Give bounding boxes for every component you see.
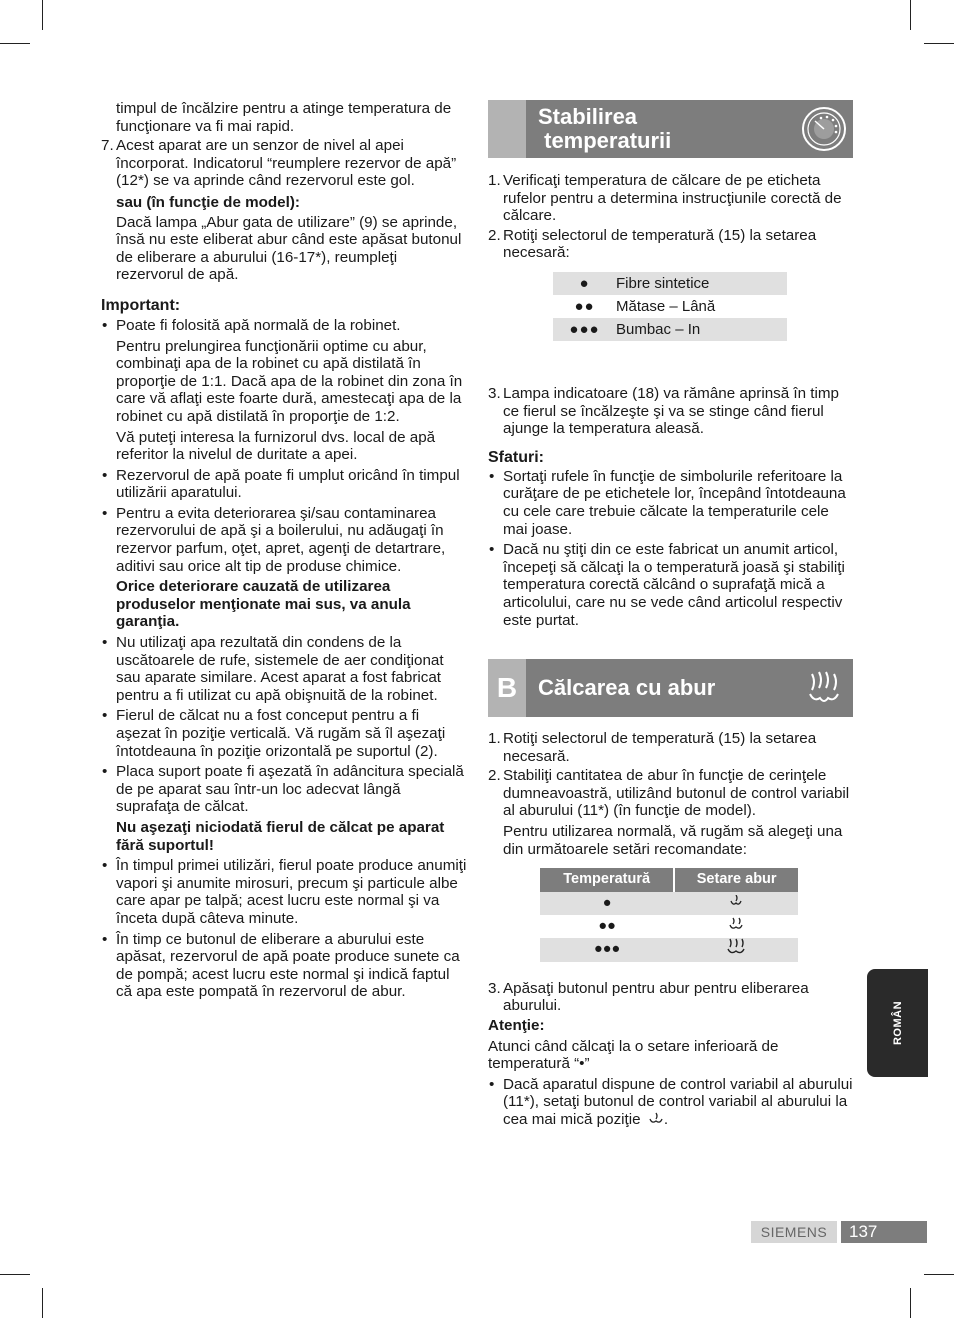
table-row bbox=[540, 915, 798, 938]
dots-cell: ●● bbox=[574, 297, 595, 315]
bold-note: sau (în funcţie de model): bbox=[116, 193, 300, 211]
item-text: Lampa indicatoare (18) va rămâne aprinsă în timp ce fierul se încălzeşte şi va se stinge când fierul ajunge la temperatura aleasă. bbox=[503, 384, 839, 438]
language-tab bbox=[867, 969, 928, 1077]
list-item bbox=[488, 730, 853, 765]
title-line: temperaturii bbox=[538, 128, 672, 153]
steam-high-icon bbox=[674, 938, 798, 962]
item-text: Pentru a evita deteriorarea şi/sau contaminarea rezervorului de apă şi a boilerului, nu adăugaţi în rezervor parfum, oţet, apret, agenţi de detartrare, aditivi sau orice alt tip de produse chimice. bbox=[116, 504, 446, 575]
list-item bbox=[101, 317, 467, 335]
language-label: ROMÂN bbox=[891, 1000, 904, 1046]
crop-mark bbox=[924, 1274, 954, 1275]
title-line: Stabilirea bbox=[538, 104, 638, 129]
table-row bbox=[540, 892, 798, 915]
section-tab bbox=[488, 100, 526, 158]
steam-icon bbox=[795, 659, 853, 717]
table-row bbox=[540, 938, 798, 962]
item-number: 1. bbox=[488, 730, 501, 748]
item-text: Rezervorul de apă poate fi umplut oricând în timpul utilizării aparatului. bbox=[116, 466, 460, 502]
bullet: • bbox=[489, 541, 495, 559]
crop-mark bbox=[0, 1274, 30, 1275]
bullet: • bbox=[102, 466, 108, 484]
list-item bbox=[488, 1076, 853, 1129]
list-item bbox=[488, 172, 853, 225]
dots-cell: ●●● bbox=[553, 318, 616, 341]
dots-cell: ● bbox=[540, 892, 674, 915]
paragraph: Vă puteţi interesa la furnizorul dvs. local de apă referitor la nivelul de duritate a apei. bbox=[116, 428, 436, 464]
crop-mark bbox=[924, 43, 954, 44]
bullet: • bbox=[102, 316, 108, 334]
item-number: 2. bbox=[488, 767, 501, 785]
crop-mark bbox=[0, 43, 30, 44]
item-text: Rotiţi selectorul de temperatură (15) la setarea necesară. bbox=[503, 730, 817, 765]
item-text: Verificaţi temperatura de călcare de pe eticheta rufelor pentru a determina instrucţiunile corectă de călcare. bbox=[503, 172, 842, 225]
item-text: Stabiliţi cantitatea de abur în funcţie de cerinţele dumneavoastră, utilizând butonul de control variabil al aburului (11*) (în funcţie de model). bbox=[503, 767, 850, 820]
item-text: În timp ce butonul de eliberare a aburului este apăsat, rezervorul de apă poate produce sunete ca de pompă; acest lucru este normal şi indică faptul că apa este pompată în rezervorul de abur. bbox=[116, 930, 460, 1001]
label-cell: Mătase – Lână bbox=[616, 297, 716, 315]
list-item bbox=[488, 541, 853, 629]
list-item bbox=[101, 931, 467, 1001]
table-row bbox=[553, 318, 787, 341]
paragraph: Dacă lampa „Abur gata de utilizare” (9) se aprinde, însă nu este eliberat abur când este apăsat butonul de eliberare a aburului (16-17*), reumpleţi rezervorul de apă. bbox=[116, 213, 462, 284]
item-number: 2. bbox=[488, 226, 501, 244]
bullet: • bbox=[102, 763, 108, 781]
item-text: Placa suport poate fi aşezată în adâncitura specială de pe aparat sau într-un loc adecvat lângă suprafaţa de călcat. bbox=[116, 763, 464, 816]
table-row bbox=[553, 272, 787, 295]
label-cell: Bumbac – In bbox=[616, 318, 787, 341]
bullet: • bbox=[102, 504, 108, 522]
crop-mark bbox=[42, 1288, 43, 1318]
section-title: Călcarea cu abur bbox=[538, 675, 716, 701]
crop-mark bbox=[42, 0, 43, 30]
item-text-end: . bbox=[663, 1111, 669, 1128]
list-item bbox=[101, 707, 467, 760]
paragraph: Pentru utilizarea normală, vă rugăm să alegeţi una din următoarele setări recomandate: bbox=[503, 823, 843, 858]
item-text-main: Dacă aparatul dispune de control variabil al aburului (11*), setaţi butonul de control variabil al aburului la cea mai mică poziţie bbox=[503, 1075, 853, 1128]
list-item bbox=[488, 980, 853, 1015]
list-item bbox=[101, 634, 467, 704]
bullet: • bbox=[102, 857, 108, 875]
list-item bbox=[488, 468, 853, 538]
bullet: • bbox=[489, 467, 495, 485]
important-heading: Important: bbox=[101, 296, 181, 314]
table-row bbox=[553, 295, 787, 318]
tips-heading: Sfaturi: bbox=[488, 448, 544, 466]
item-text: Sortaţi rufele în funcţie de simbolurile referitoare la curăţare de pe etichetele lor, începând întotdeauna cu cele care trebuie călcate la temperaturile cele mai joase. bbox=[503, 467, 846, 538]
item-text: Nu utilizaţi apa rezultată din condens de la uscătoarele de rufe, sistemele de aer condiţionat sau aparate similare. Acest aparat a fost fabricat pentru a fi utilizat cu apă obişnuită de la robinet. bbox=[116, 634, 444, 704]
bullet: • bbox=[102, 930, 108, 948]
bold-note: Orice deteriorare cauzată de utilizarea produselor menţionate mai sus, va anula garanţia. bbox=[116, 578, 411, 631]
section-header-temperature bbox=[488, 100, 853, 158]
page-number: 137 bbox=[841, 1221, 927, 1243]
column-header: Temperatură bbox=[540, 868, 674, 892]
list-item bbox=[488, 767, 853, 820]
section-header-steam bbox=[488, 659, 853, 717]
dots-cell: ●●● bbox=[540, 938, 674, 962]
item-number: 3. bbox=[488, 384, 501, 402]
dots-cell: ●● bbox=[540, 915, 674, 938]
item-text: Rotiţi selectorul de temperatură (15) la setarea necesară: bbox=[503, 226, 817, 262]
item-text: Apăsaţi butonul pentru abur pentru eliberarea aburului. bbox=[503, 979, 809, 1015]
footer-brand: SIEMENS bbox=[751, 1221, 837, 1243]
steam-low-icon bbox=[674, 892, 798, 915]
section-title bbox=[526, 100, 795, 158]
item-number: 7. bbox=[101, 137, 114, 155]
label-cell: Fibre sintetice bbox=[616, 272, 787, 295]
paragraph: Pentru prelungirea funcţionării optime cu abur, combinaţi apa de la robinet cu apă distilată în proporţie de 1:1. Dacă apa de la robinet din zona în care vă aflaţi este foarte dură, amestecaţi apa de la robinet cu apă distilată în proporţie de 1:2. bbox=[116, 337, 463, 425]
list-item bbox=[101, 137, 467, 190]
crop-mark bbox=[910, 0, 911, 30]
left-column bbox=[101, 100, 467, 1001]
list-item bbox=[488, 227, 853, 262]
list-item bbox=[101, 857, 467, 927]
paragraph: timpul de încălzire pentru a atinge temperatura de funcţionare va fi mai rapid. bbox=[116, 100, 452, 135]
bold-note: Nu aşezaţi niciodată fierul de călcat pe aparat fără suportul! bbox=[116, 818, 445, 854]
bullet: • bbox=[489, 1075, 495, 1093]
steam-low-icon bbox=[648, 1112, 664, 1125]
crop-mark bbox=[910, 1288, 911, 1318]
steam-settings-table bbox=[540, 868, 798, 962]
list-item bbox=[488, 385, 853, 438]
item-text: Fierul de călcat nu a fost conceput pentru a fi aşezat în poziţie verticală. Vă rugăm să îl aşezaţi întotdeauna în poziţie orizontală pe suportul (2). bbox=[116, 707, 446, 760]
item-number: 3. bbox=[488, 979, 501, 997]
bullet: • bbox=[102, 707, 108, 725]
item-text: Dacă nu ştiţi din ce este fabricat un anumit articol, începeţi să călcaţi la o temperatură joasă şi stabiliţi temperatura corectă călcând o suprafaţă mică a articolului, care nu se vede când articolul respectiv este purtat. bbox=[503, 541, 845, 629]
paragraph: Atunci când călcaţi la o setare inferioară de temperatură “•” bbox=[488, 1037, 779, 1073]
list-item bbox=[101, 467, 467, 502]
item-text: Poate fi folosită apă normală de la robinet. bbox=[116, 316, 401, 334]
steam-medium-icon bbox=[674, 915, 798, 938]
section-letter: B bbox=[488, 659, 526, 717]
right-column bbox=[488, 100, 853, 1129]
item-text: În timpul primei utilizări, fierul poate produce anumiţi vapori şi anumite mirosuri, precum şi particule albe care apar pe talpă; acest lucru este normal şi va înceta după câteva minute. bbox=[116, 857, 467, 927]
bullet: • bbox=[102, 634, 108, 652]
item-number: 1. bbox=[488, 172, 501, 189]
temperature-table bbox=[553, 272, 787, 341]
attention-heading: Atenţie: bbox=[488, 1017, 545, 1035]
table-header-row bbox=[540, 868, 798, 892]
list-item bbox=[101, 763, 467, 816]
item-text bbox=[503, 1076, 853, 1129]
item-text: Acest aparat are un senzor de nivel al apei încorporat. Indicatorul “reumplere rezervor de apă” (12*) se va aprinde când rezervorul este gol. bbox=[116, 137, 457, 190]
dots-cell: ● bbox=[553, 272, 616, 295]
column-header: Setare abur bbox=[674, 868, 798, 892]
temperature-dial-icon bbox=[795, 100, 853, 158]
list-item bbox=[101, 505, 467, 575]
